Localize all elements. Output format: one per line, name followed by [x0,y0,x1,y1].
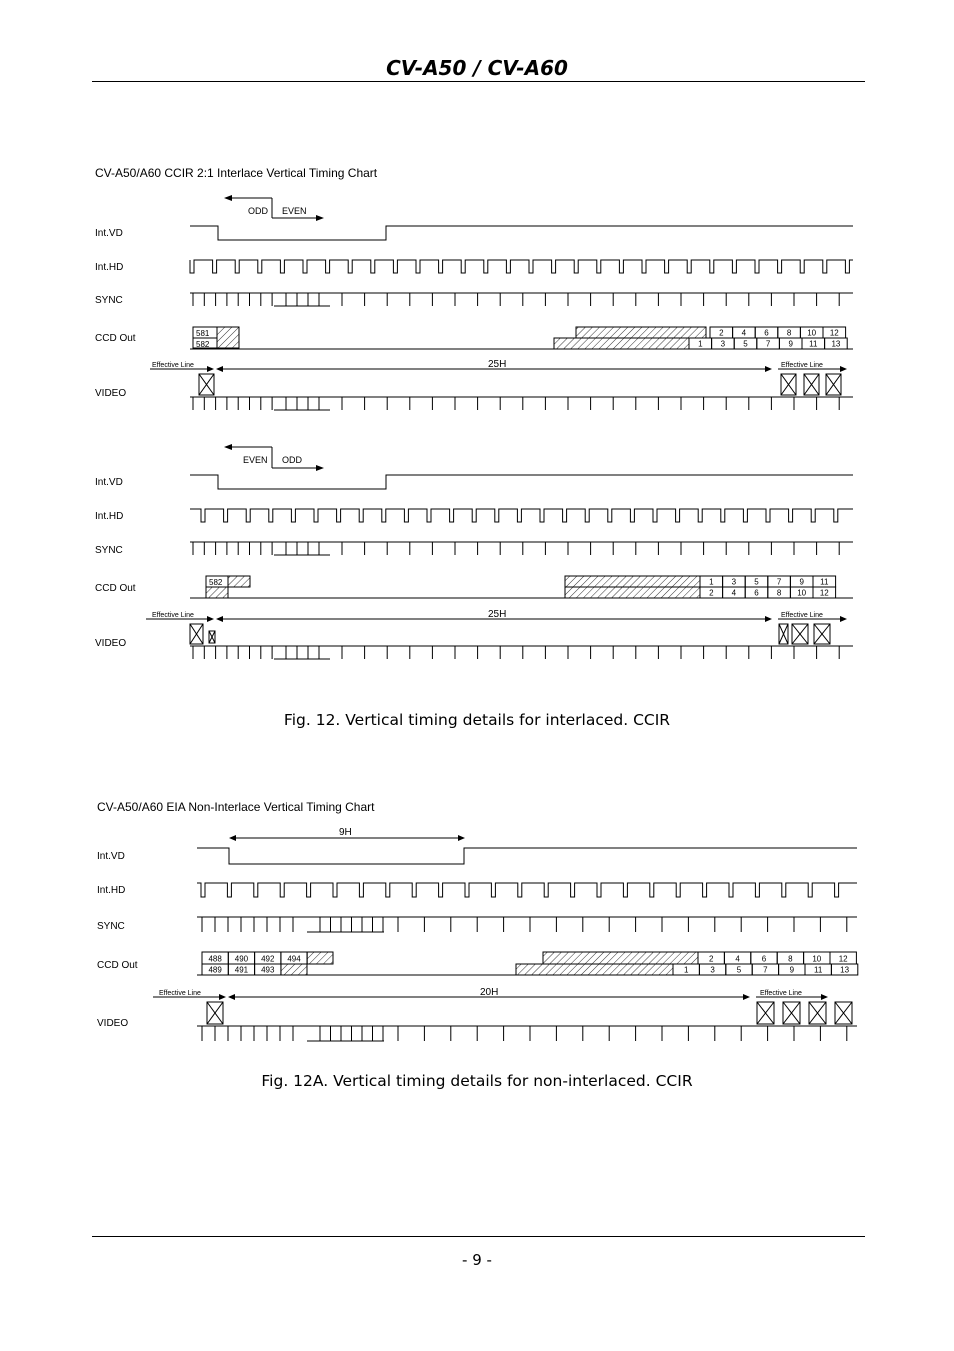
arrow-right-icon [316,215,324,221]
blank-box [779,624,788,644]
arrow-right-icon [840,366,847,372]
label-ccd-out: CCD Out [95,333,136,344]
ccd-line-number: 7 [765,339,771,349]
waveform-int-hd [197,883,857,897]
label-int-vd: Int.VD [95,477,123,488]
label-sync: SYNC [97,921,125,932]
blank-box [207,1002,223,1024]
waveform-ccd-out [190,576,853,598]
duration-25h: 25H [488,609,507,620]
arrow-left-icon [216,366,223,372]
label-sync: SYNC [95,295,123,306]
ccd-line-582: 582 [209,578,223,587]
arrow-left-icon [228,994,235,1000]
blank-box [809,1002,826,1024]
blank-box [804,374,819,395]
ccd-line-number: 4 [731,588,737,598]
ccd-line-numbers [689,327,847,349]
arrow-left-icon [224,195,232,201]
waveform-ccd-out [190,327,853,349]
duration-9h: 9H [339,827,352,838]
arrow-right-icon [219,994,226,1000]
waveform-int-hd [190,509,853,522]
chart1-block2 [95,444,853,659]
ccd-line-number: 488 [208,954,222,964]
arrow-left-icon [216,616,223,622]
label-int-hd: Int.HD [95,262,124,273]
waveform-ccd-out [197,952,858,975]
ccd-line-number: 7 [763,965,768,975]
blank-box [826,374,841,395]
label-video: VIDEO [97,1018,129,1029]
figure-caption-12a: Fig. 12A. Vertical timing details for non-interlaced. CCIR [261,1072,693,1090]
ccd-line-numbers [700,576,836,598]
waveform-sync [190,293,853,306]
blank-box [781,374,796,395]
waveform-sync [197,917,857,932]
effective-line-left: Effective Line [152,612,194,619]
label-video: VIDEO [95,388,127,399]
arrow-right-icon [316,465,324,471]
effective-line-right: Effective Line [760,990,802,997]
ccd-line-number: 491 [234,965,249,975]
interlace-timing-chart [0,150,954,670]
ccd-line-number: 3 [710,965,715,975]
ccd-line-number: 5 [754,577,759,587]
label-sync: SYNC [95,545,123,556]
effective-line-right: Effective Line [781,612,823,619]
waveform-video [197,1026,857,1041]
label-ccd-out: CCD Out [95,583,136,594]
field-label-odd: ODD [248,206,268,216]
waveform-video [190,646,853,659]
duration-25h: 25H [488,359,507,370]
ccd-line-number: 9 [788,339,793,349]
ccd-line-581: 581 [196,329,210,338]
ccd-line-number: 1 [709,577,714,587]
effective-line-left: Effective Line [159,990,201,997]
ccd-line-number: 11 [809,339,818,349]
blank-box [814,624,830,644]
waveform-int-vd [190,226,853,240]
label-int-vd: Int.VD [95,228,123,239]
header-rule [92,81,865,82]
ccd-line-number: 13 [831,339,841,349]
blank-box [190,624,203,644]
blank-box [835,1002,852,1024]
non-interlace-timing-chart [0,790,954,1050]
ccd-line-number: 10 [797,588,807,598]
ccd-line-number: 5 [736,965,742,975]
ccd-line-number: 3 [731,577,737,587]
ccd-line-number: 10 [812,954,822,964]
page-number: - 9 - [462,1251,492,1269]
waveform-video [190,397,853,410]
arrow-right-icon [840,616,847,622]
ccd-line-number: 2 [708,954,714,964]
arrow-right-icon [821,994,828,1000]
label-int-vd: Int.VD [97,851,125,862]
arrow-right-icon [743,994,750,1000]
ccd-line-number: 8 [788,954,793,964]
ccd-line-number: 12 [819,588,829,598]
waveform-int-vd [190,475,853,489]
blank-box [199,374,214,395]
effective-line-right: Effective Line [781,362,823,369]
field-label-even: EVEN [282,206,307,216]
ccd-line-number: 7 [776,577,782,587]
ccd-line-number: 6 [764,328,769,338]
ccd-line-number: 10 [807,328,817,338]
ccd-line-number: 6 [761,954,767,964]
ccd-line-number: 1 [683,965,689,975]
ccd-line-numbers [673,952,858,975]
ccd-line-number: 4 [741,328,747,338]
waveform-int-vd [197,848,857,864]
blank-box [757,1002,774,1024]
ccd-line-number: 6 [754,588,759,598]
ccd-line-number: 8 [786,328,792,338]
duration-20h: 20H [480,987,499,998]
arrow-right-icon [207,366,214,372]
ccd-line-number: 5 [743,339,748,349]
ccd-line-number: 9 [799,577,804,587]
ccd-line-number: 12 [829,328,839,338]
chart1-title: CV-A50/A60 CCIR 2:1 Interlace Vertical Timing Chart [95,166,378,180]
label-video: VIDEO [95,638,127,649]
ccd-line-number: 11 [814,965,823,975]
waveform-int-hd [190,260,853,273]
ccd-line-number: 492 [261,954,275,964]
ccd-line-number: 13 [840,965,850,975]
ccd-line-number: 493 [261,965,275,975]
ccd-line-number: 4 [735,954,740,964]
ccd-line-number: 2 [719,328,724,338]
ccd-line-number: 490 [234,954,249,964]
arrow-right-icon [765,616,772,622]
field-label-even: EVEN [243,455,268,465]
arrow-right-icon [207,616,214,622]
ccd-line-number: 3 [720,339,726,349]
ccd-line-582: 582 [196,340,210,349]
waveform-sync [190,542,853,555]
arrow-left-icon [224,444,232,450]
ccd-line-number: 494 [287,954,301,964]
effective-line-left: Effective Line [152,362,194,369]
ccd-line-number: 8 [776,588,782,598]
document-title: CV-A50 / CV-A60 [386,56,568,80]
footer-rule [92,1236,865,1237]
arrow-right-icon [458,835,465,841]
arrow-left-icon [229,835,236,841]
arrow-right-icon [765,366,772,372]
chart1-block1 [95,195,853,410]
ccd-line-number: 489 [208,965,222,975]
figure-caption-12: Fig. 12. Vertical timing details for interlaced. CCIR [283,711,671,729]
blank-box [792,624,808,644]
ccd-line-number: 11 [820,577,829,587]
label-int-hd: Int.HD [95,511,124,522]
ccd-line-number: 9 [789,965,795,975]
label-ccd-out: CCD Out [97,960,138,971]
ccd-line-number: 12 [838,954,848,964]
blank-box [209,631,215,643]
label-int-hd: Int.HD [97,885,126,896]
chart2-title: CV-A50/A60 EIA Non-Interlace Vertical Timing Chart [97,800,375,814]
blank-box [783,1002,800,1024]
ccd-line-number: 1 [698,339,703,349]
ccd-line-number: 2 [709,588,714,598]
field-label-odd: ODD [282,455,302,465]
